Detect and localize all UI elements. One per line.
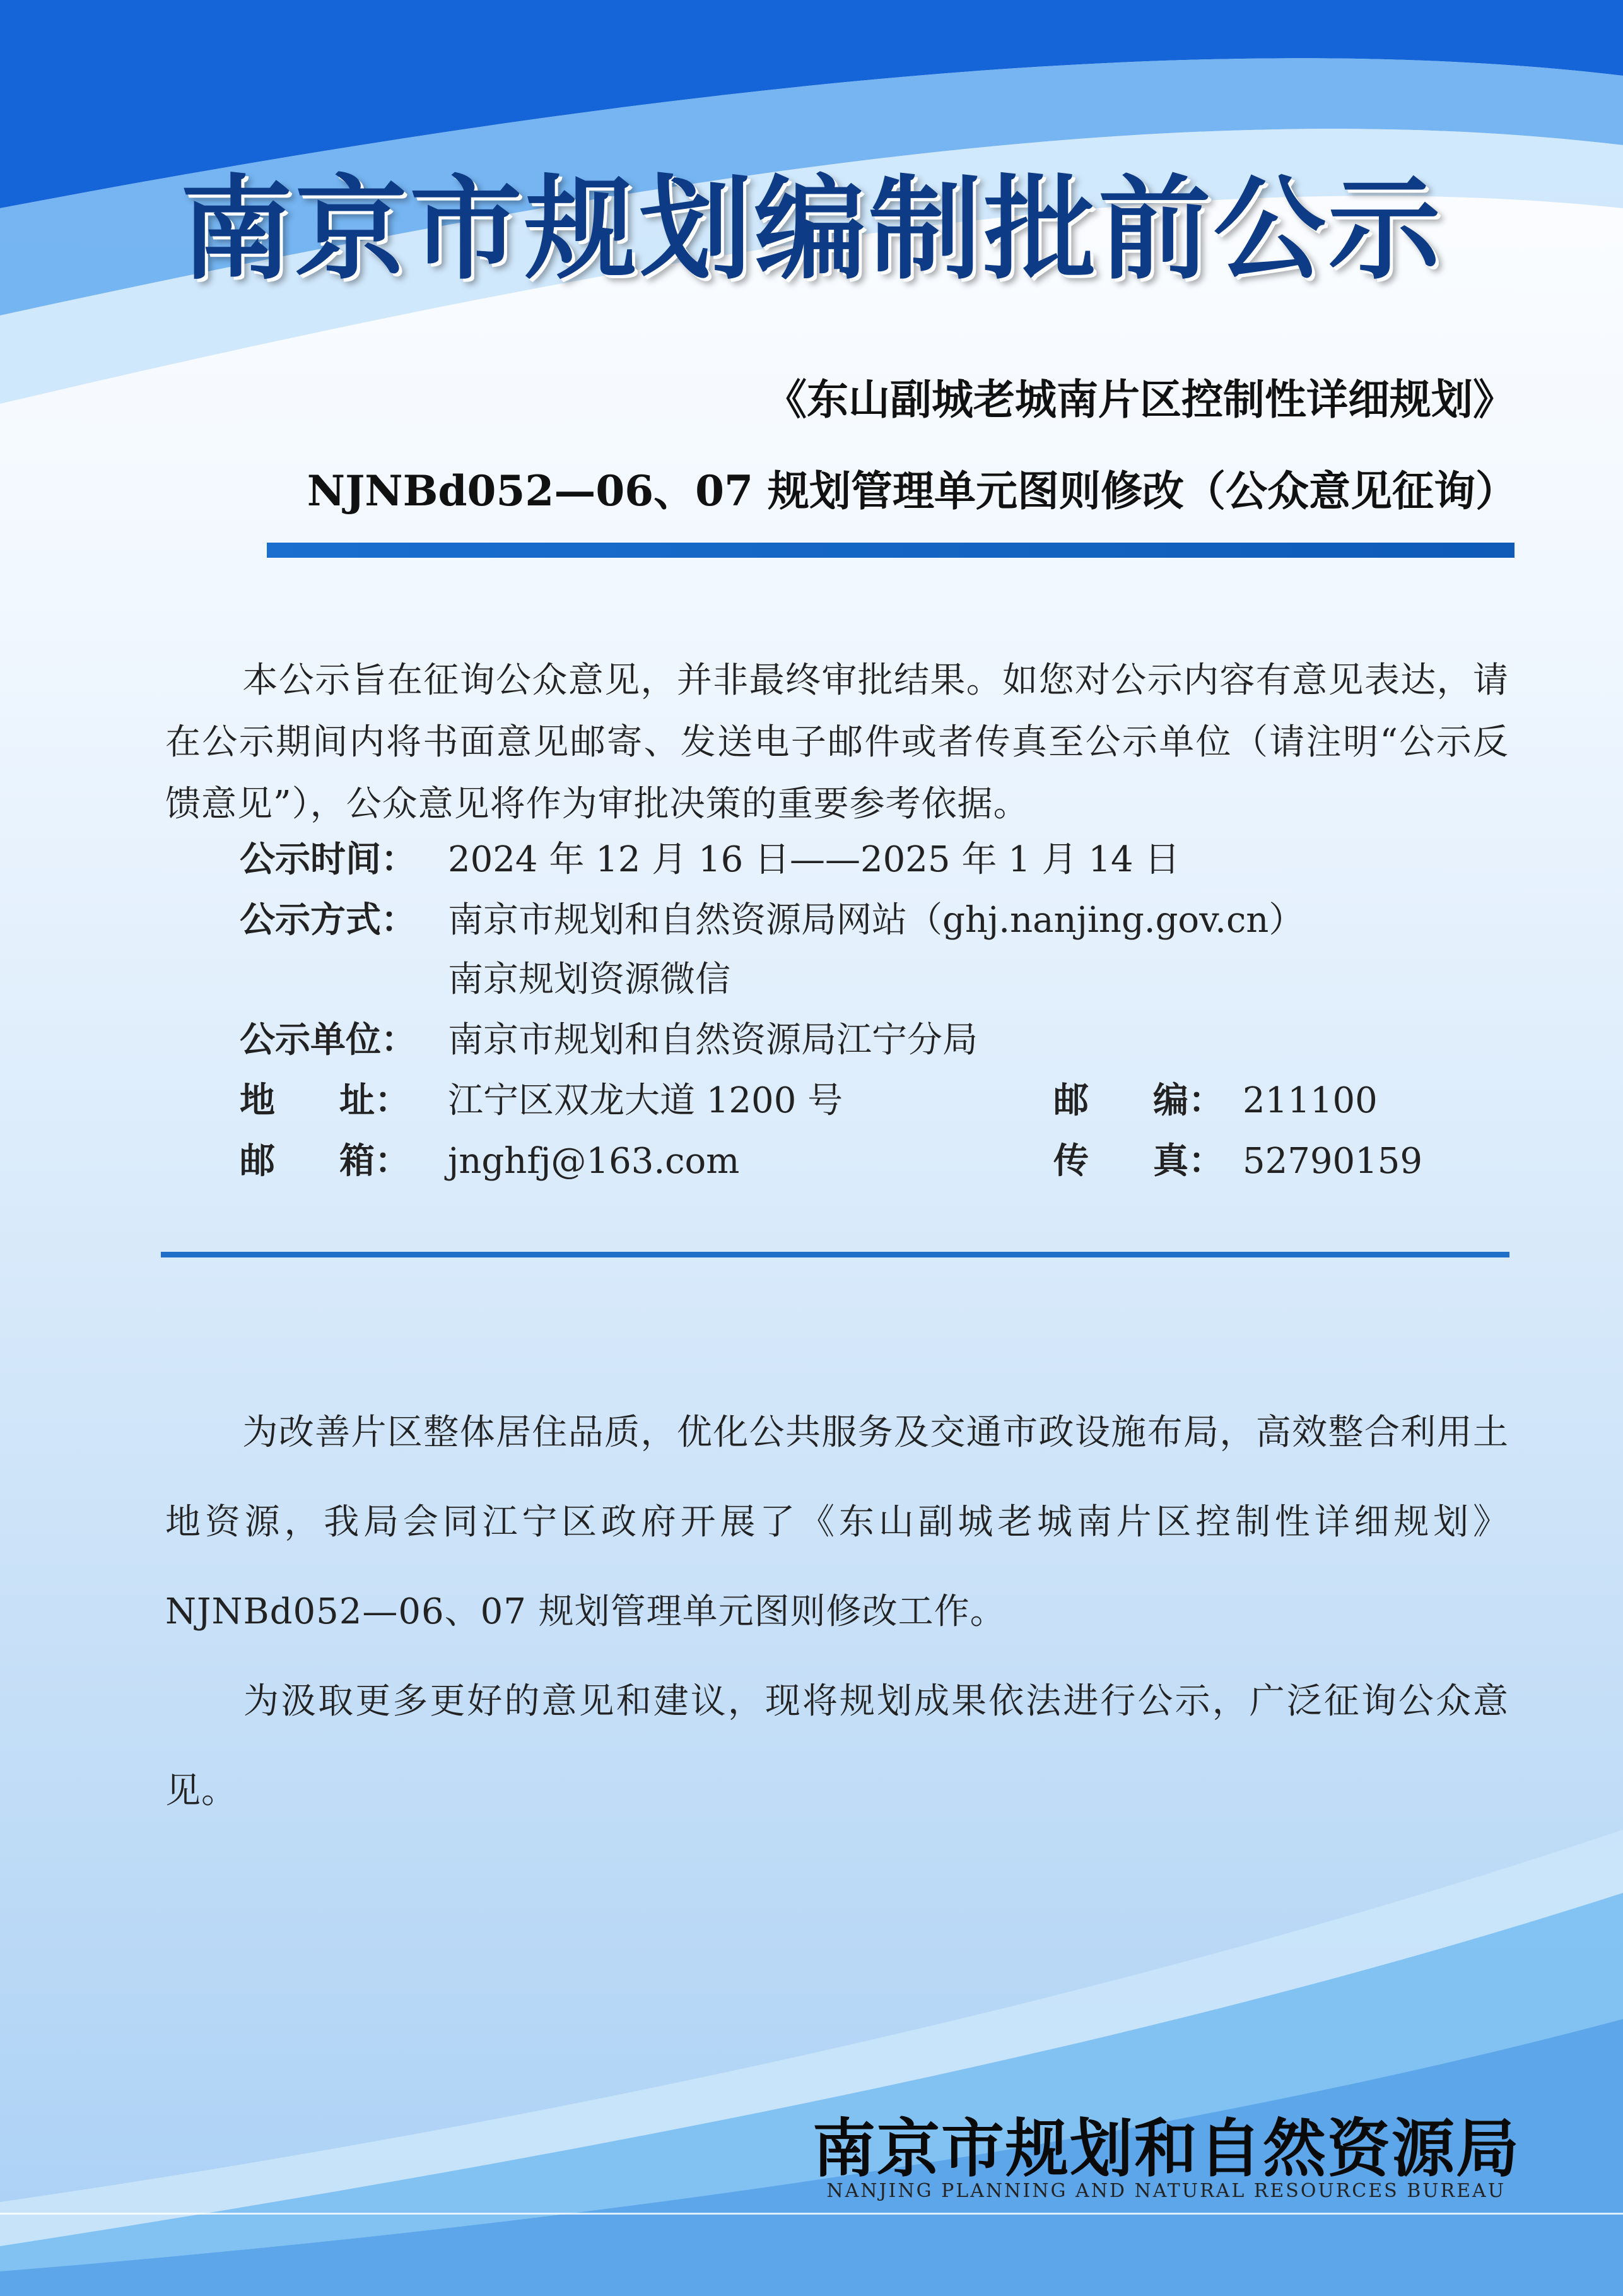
notice-unit-row [240, 1012, 978, 1063]
fax-value: 52790159 [1243, 1141, 1423, 1182]
notice-period-row [240, 832, 1180, 882]
postcode-value: 211100 [1243, 1080, 1378, 1121]
postcode-label: 邮 编： [1053, 1080, 1224, 1121]
notice-email-row [240, 1133, 739, 1184]
body-paragraph-2 [165, 1657, 1509, 1836]
body-paragraph-1 [165, 1388, 1509, 1657]
notice-intro [165, 650, 1509, 835]
address-value: 江宁区双龙大道 1200 号 [448, 1080, 843, 1121]
divider-top [267, 543, 1515, 558]
method-value-website: 南京市规划和自然资源局网站（ghj.nanjing.gov.cn） [448, 900, 1304, 941]
notice-address-row [240, 1073, 843, 1123]
fax-label: 传 真： [1053, 1141, 1224, 1182]
period-value: 2024 年 12 月 16 日——2025 年 1 月 14 日 [448, 839, 1180, 880]
notice-method-row [240, 892, 1304, 943]
method-value-wechat: 南京规划资源微信 [448, 959, 730, 1000]
divider-middle [161, 1252, 1509, 1257]
address-label: 地 址： [240, 1080, 410, 1121]
unit-value: 南京市规划和自然资源局江宁分局 [448, 1020, 978, 1061]
footer-org-name: 南京市规划和自然资源局 [812, 2112, 1520, 2186]
unit-label: 公示单位： [240, 1020, 416, 1061]
footer-org-name-en: NANJING PLANNING AND NATURAL RESOURCES BUREAU [826, 2180, 1506, 2202]
body-paragraph-2-text: 为汲取更多更好的意见和建议，现将规划成果依法进行公示，广泛征询公众意见。 [165, 1681, 1509, 1811]
plan-subtitle: NJNBd052—06、07 规划管理单元图则修改（公众意见征询） [307, 466, 1517, 515]
notice-fax-row [1053, 1133, 1422, 1184]
page-title: 南京市规划编制批前公示 [180, 164, 1443, 295]
email-value: jnghfj@163.com [448, 1141, 740, 1182]
footer-divider [0, 2213, 1623, 2215]
period-label: 公示时间： [240, 839, 416, 880]
method-label: 公示方式： [240, 900, 416, 941]
body-paragraph-1-text: 为改善片区整体居住品质，优化公共服务及交通市政设施布局，高效整合利用土地资源，我局会同江宁区政府开展了《东山副城老城南片区控制性详细规划》NJNBd052—06、07 规划管理单元图则修改工作。 [165, 1412, 1509, 1632]
notice-postcode-row [1053, 1073, 1378, 1123]
plan-name: 《东山副城老城南片区控制性详细规划》 [765, 375, 1515, 424]
email-label: 邮 箱： [240, 1141, 410, 1182]
notice-intro-text: 本公示旨在征询公众意见，并非最终审批结果。如您对公示内容有意见表达，请在公示期间内将书面意见邮寄、发送电子邮件或者传真至公示单位（请注明“公示反馈意见”），公众意见将作为审批决策的重要参考依据。 [165, 660, 1509, 825]
